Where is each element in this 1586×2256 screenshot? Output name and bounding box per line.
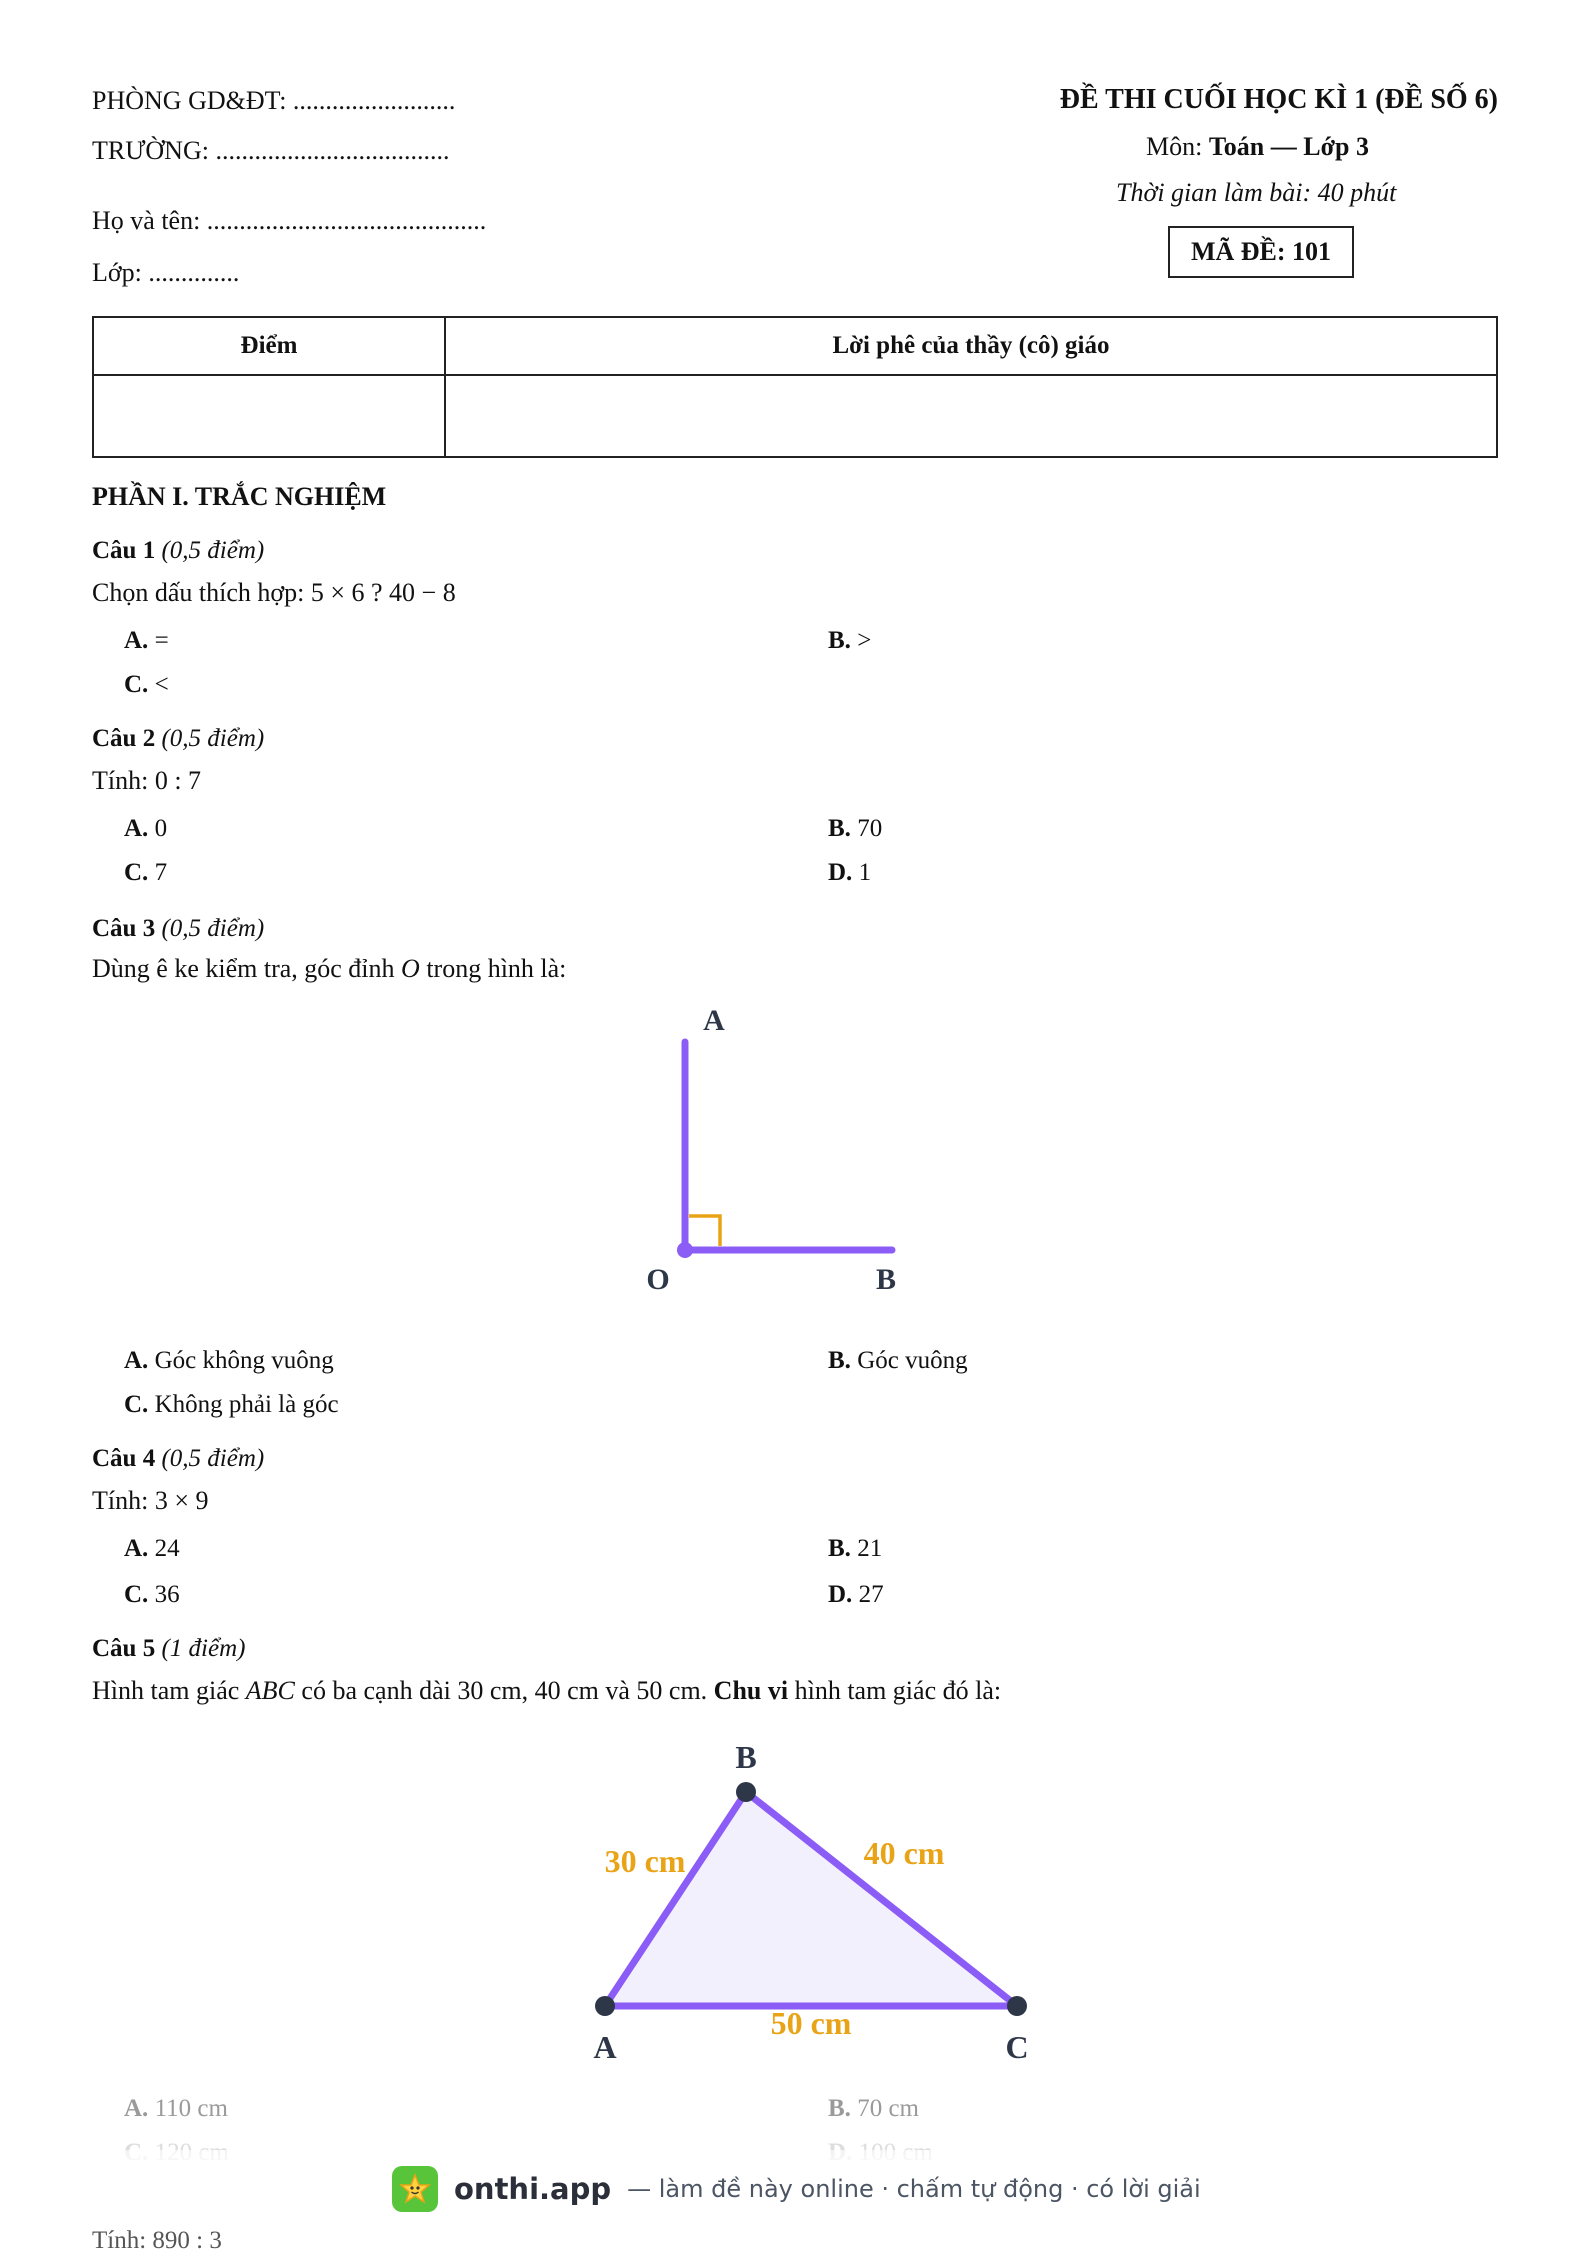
vertex-a-dot (595, 1996, 615, 2016)
exam-duration: Thời gian làm bài: 40 phút (1116, 178, 1397, 207)
question-points: (0,5 điểm) (161, 1445, 265, 1472)
q5-option-a[interactable] (124, 2094, 228, 2124)
option-text: 36 (154, 1581, 180, 1608)
side-bc-label: 40 cm (863, 1835, 945, 1871)
question-1-text: Chọn dấu thích hợp: 5 × 6 ? 40 − 8 (92, 578, 456, 607)
option-text: = (154, 627, 169, 654)
text-part: Hình tam giác (92, 1676, 246, 1705)
option-letter: C. (124, 671, 149, 698)
ma-de-box: MÃ ĐỀ: 101 (1168, 226, 1354, 278)
option-text: > (857, 627, 872, 654)
side-ab-label: 30 cm (604, 1843, 686, 1879)
option-letter: D. (828, 1581, 853, 1608)
text-part: Dùng ê ke kiểm tra, góc đỉnh (92, 954, 402, 983)
question-label: Câu 3 (92, 915, 156, 942)
truong-line: TRƯỜNG: .................................... (92, 136, 450, 165)
option-text: 7 (154, 859, 168, 886)
option-text: 70 (857, 815, 883, 842)
brand-name[interactable]: onthi.app (454, 2172, 612, 2206)
vertex-c-dot (1007, 1996, 1027, 2016)
option-letter: B. (828, 627, 851, 654)
vertex-b-dot (736, 1782, 756, 1802)
label-a: A (593, 2029, 617, 2065)
option-text: 24 (154, 1535, 180, 1562)
option-text: Góc không vuông (154, 1347, 334, 1374)
option-text: Góc vuông (857, 1347, 968, 1374)
subject-value: Toán — Lớp 3 (1208, 132, 1369, 161)
exam-title: ĐỀ THI CUỐI HỌC KÌ 1 (ĐỀ SỐ 6) (1059, 84, 1498, 115)
star-icon-glyph (399, 2173, 431, 2205)
subject-prefix: Môn: (1146, 132, 1209, 161)
math-var: O (401, 954, 420, 983)
col-loi-phe-header: Lời phê của thầy (cô) giáo (445, 317, 1497, 375)
next-question-partial: Tính: 890 : 3 (92, 2227, 222, 2254)
option-text: 0 (154, 815, 168, 842)
star-icon (392, 2166, 438, 2212)
question-label: Câu 2 (92, 725, 156, 752)
question-points: (1 điểm) (161, 1635, 246, 1662)
label-o: O (646, 1263, 670, 1296)
question-label: Câu 4 (92, 1445, 156, 1472)
option-letter: B. (828, 1535, 851, 1562)
text-part: trong hình là: (419, 954, 567, 983)
option-letter: B. (828, 1347, 851, 1374)
option-text: < (154, 671, 169, 698)
label-b: B (875, 1263, 897, 1296)
option-letter: B. (828, 2095, 851, 2122)
question-4-text: Tính: 3 × 9 (92, 1486, 209, 1515)
question-2-text: Tính: 0 : 7 (92, 766, 202, 795)
option-letter: A. (124, 815, 149, 842)
option-letter: A. (124, 2095, 149, 2122)
option-letter: A. (124, 1535, 149, 1562)
question-label: Câu 5 (92, 1635, 156, 1662)
label-a: A (703, 1004, 725, 1037)
triangle-abc (605, 1792, 1017, 2006)
section-title: PHẦN I. TRẮC NGHIỆM (92, 482, 387, 511)
option-letter: C. (124, 1391, 149, 1418)
question-label: Câu 1 (92, 537, 156, 564)
option-text: 70 cm (857, 2095, 919, 2122)
lop-line: Lớp: .............. (92, 258, 240, 287)
option-letter: B. (828, 815, 851, 842)
option-letter: A. (124, 1347, 149, 1374)
q5-option-b[interactable] (828, 2094, 919, 2124)
text-part: hình tam giác đó là: (788, 1676, 1002, 1705)
ho-ten-line: Họ và tên: ........................................... (92, 206, 487, 235)
question-points: (0,5 điểm) (161, 915, 265, 942)
promo-banner[interactable] (0, 2150, 1586, 2226)
option-letter: C. (124, 859, 149, 886)
col-diem-header: Điểm (93, 317, 445, 375)
option-letter: C. (124, 1581, 149, 1608)
banner-tagline: — làm đề này online · chấm tự động · có lời giải (627, 2175, 1201, 2203)
label-c: C (1005, 2029, 1029, 2065)
option-letter: A. (124, 627, 149, 654)
label-b: B (735, 1739, 757, 1775)
option-text: 27 (858, 1581, 884, 1608)
option-text: Không phải là góc (154, 1391, 339, 1418)
option-letter: D. (828, 859, 853, 886)
option-text: 110 cm (154, 2095, 228, 2122)
text-bold-part: Chu vi (713, 1676, 789, 1705)
option-text: 21 (857, 1535, 883, 1562)
question-points: (0,5 điểm) (161, 725, 265, 752)
text-part: có ba cạnh dài 30 cm, 40 cm và 50 cm. (294, 1676, 714, 1705)
phong-gddt-line: PHÒNG GD&ĐT: ......................... (92, 86, 456, 115)
math-var: ABC (245, 1676, 295, 1705)
question-points: (0,5 điểm) (161, 537, 265, 564)
option-text: 1 (858, 859, 872, 886)
side-ac-label: 50 cm (770, 2005, 852, 2041)
banner-content[interactable] (392, 2164, 1201, 2214)
